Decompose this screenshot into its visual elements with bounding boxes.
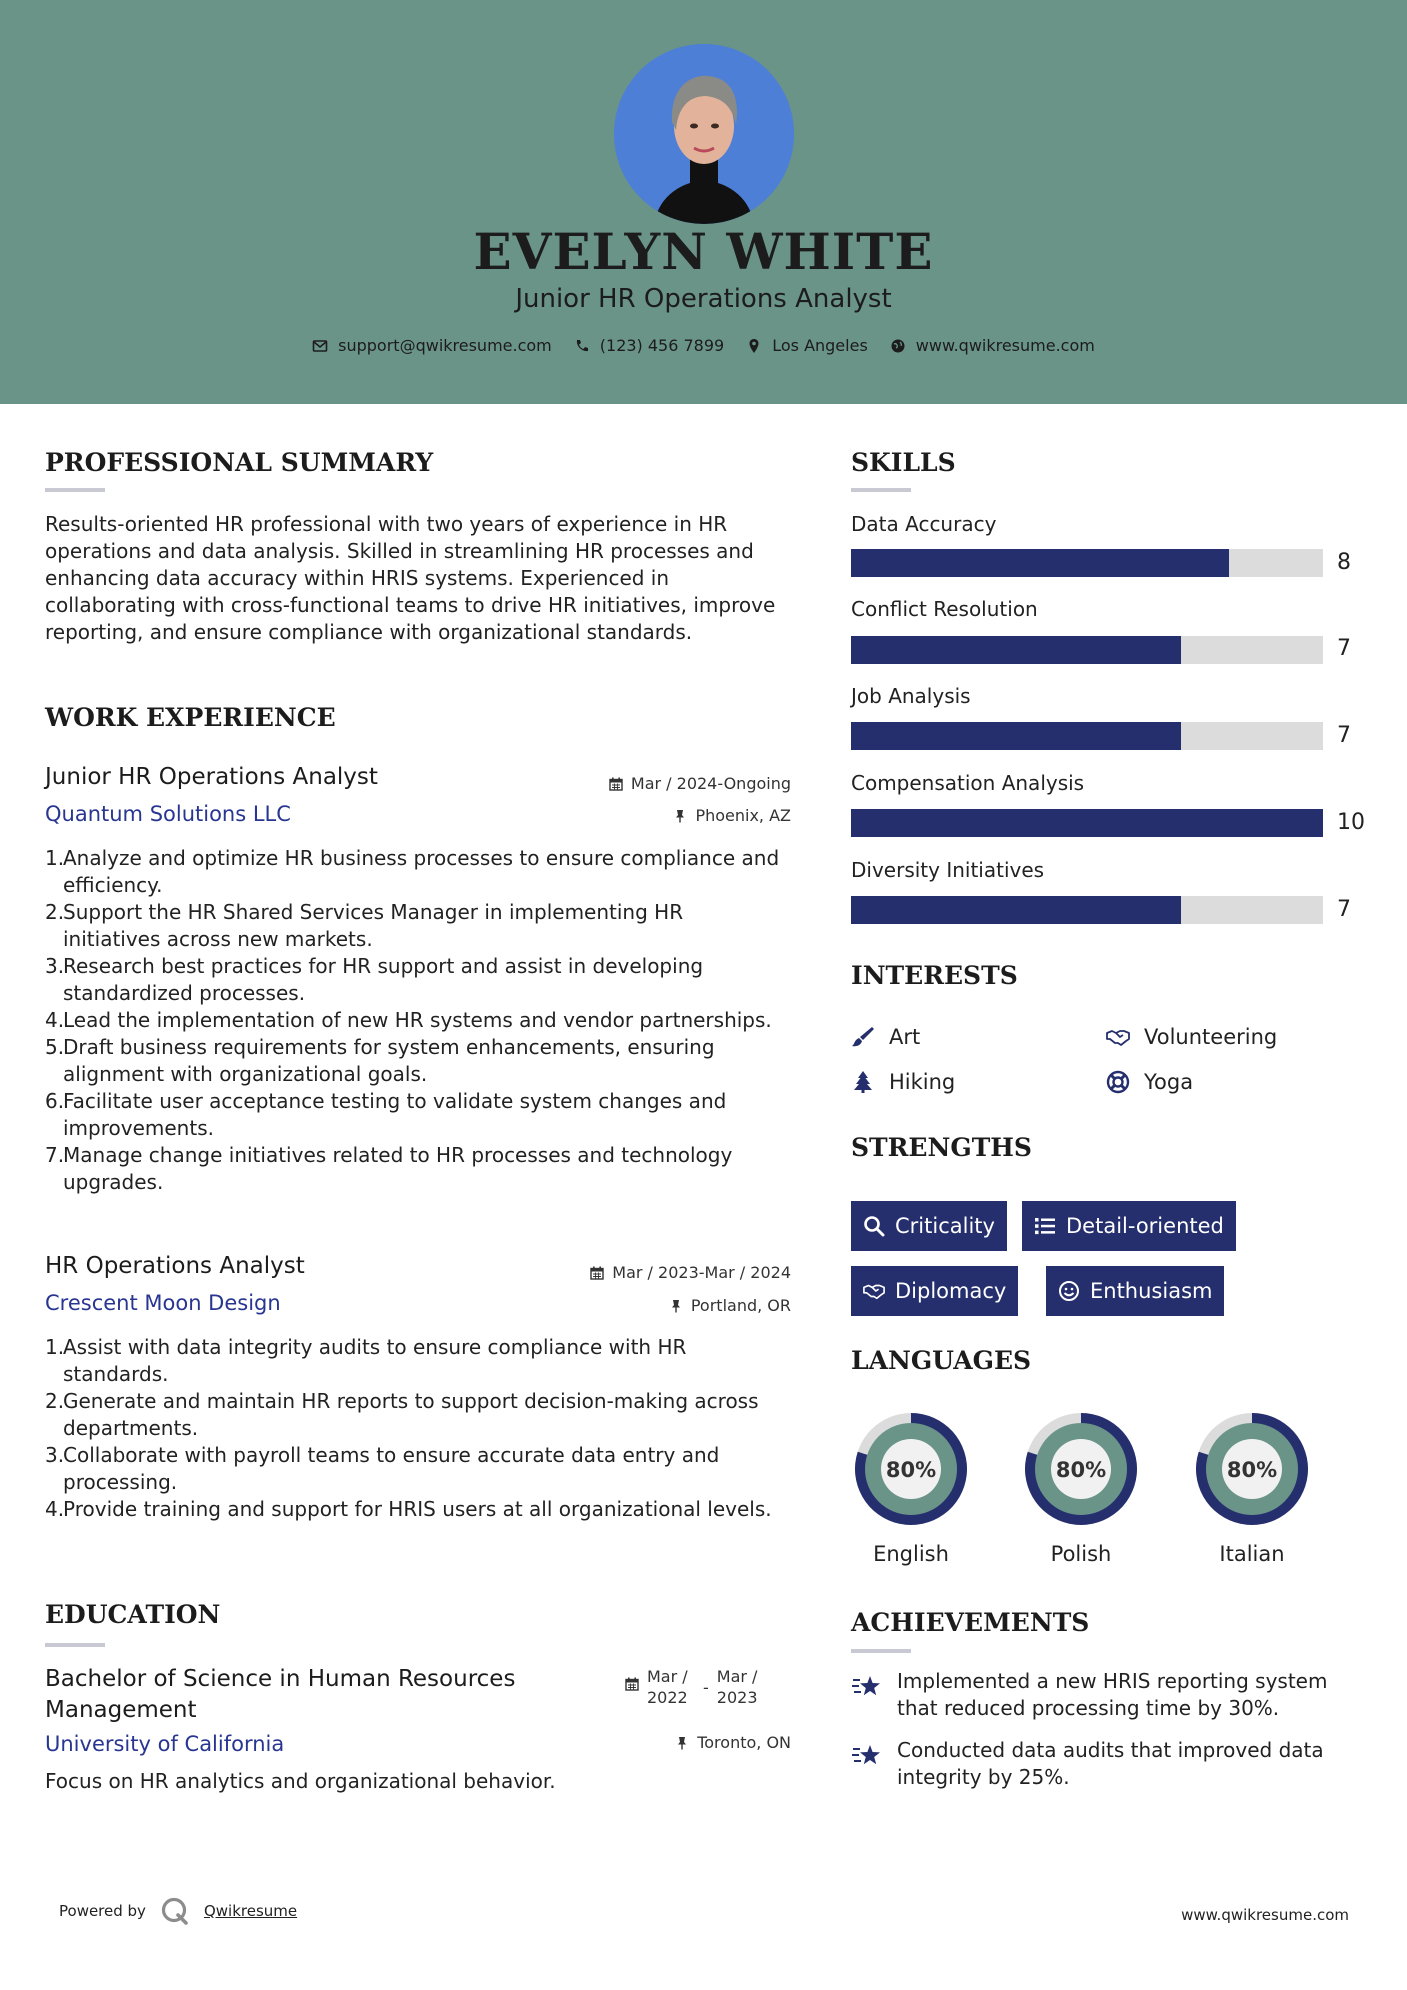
skill-bar-fill	[851, 896, 1181, 924]
phone-text: (123) 456 7899	[599, 336, 725, 355]
skill-label: Compensation Analysis	[851, 771, 1085, 795]
list-item: 6. Facilitate user acceptance testing to validate system changes and improvements.	[45, 1089, 727, 1140]
interest-label: Yoga	[1144, 1070, 1194, 1094]
list-item: 5. Draft business requirements for system enhancements, ensuring alignment with organizational goals.	[45, 1035, 715, 1086]
job-dates	[560, 774, 791, 793]
qwikresume-logo-icon	[160, 1896, 190, 1926]
skill-bar	[851, 722, 1323, 750]
pushpin-icon	[673, 809, 687, 823]
degree-title: Bachelor of Science in Human Resources Management	[45, 1666, 516, 1723]
handshake-icon	[1106, 1025, 1130, 1049]
skill-bar-fill	[851, 636, 1181, 664]
strength-label: Detail-oriented	[1066, 1214, 1224, 1238]
job-duties-list	[45, 1334, 785, 1523]
date-separator: -	[703, 1678, 709, 1697]
footer-powered-by	[59, 1896, 297, 1926]
contact-website[interactable]	[890, 336, 1095, 355]
achievement-text: Conducted data audits that improved data integrity by 25%.	[897, 1738, 1324, 1789]
skill-bar	[851, 636, 1323, 664]
skill-bar	[851, 896, 1323, 924]
list-item: 3. Collaborate with payroll teams to ensure accurate data entry and processing.	[45, 1443, 720, 1494]
education-location-text: Toronto, ON	[697, 1733, 791, 1752]
education-divider	[45, 1643, 105, 1647]
search-icon	[863, 1215, 885, 1237]
languages-heading: LANGUAGES	[851, 1346, 1032, 1375]
job-duties-list	[45, 845, 785, 1196]
strength-label: Criticality	[895, 1214, 995, 1238]
handshake-icon	[863, 1280, 885, 1302]
summary-heading: PROFESSIONAL SUMMARY	[45, 448, 434, 477]
language-name: Italian	[1219, 1542, 1285, 1566]
skill-bar	[851, 549, 1323, 577]
phone-icon	[574, 338, 590, 354]
email-text: support@qwikresume.com	[338, 336, 552, 355]
job-location-text: Phoenix, AZ	[695, 806, 791, 825]
achievement-item	[851, 1737, 1361, 1791]
skill-value: 7	[1337, 723, 1351, 748]
skills-divider	[851, 488, 911, 492]
skill-value: 7	[1337, 897, 1351, 922]
language-name: English	[873, 1542, 949, 1566]
achievements-divider	[851, 1649, 911, 1653]
company-name[interactable]: Crescent Moon Design	[45, 1291, 281, 1315]
avatar	[614, 44, 794, 224]
skill-bar-fill	[851, 722, 1181, 750]
header-banner	[0, 0, 1407, 404]
language-item	[1019, 1407, 1143, 1566]
job-location	[560, 1296, 791, 1315]
language-ring	[1190, 1407, 1314, 1531]
list-item: 1. Assist with data integrity audits to ensure compliance with HR standards.	[45, 1335, 687, 1386]
envelope-icon	[312, 338, 328, 354]
candidate-name: EVELYN WHITE	[473, 222, 934, 281]
achievement-item	[851, 1668, 1361, 1722]
skill-bar-fill	[851, 549, 1229, 577]
skill-bar	[851, 809, 1323, 837]
list-icon	[1034, 1215, 1056, 1237]
pushpin-icon	[675, 1736, 689, 1750]
job-dates-text: Mar / 2023-Mar / 2024	[612, 1263, 791, 1282]
skill-label: Job Analysis	[851, 684, 971, 708]
tree-icon	[851, 1070, 875, 1094]
achievement-text: Implemented a new HRIS reporting system that reduced processing time by 30%.	[897, 1669, 1328, 1720]
map-pin-icon	[746, 338, 762, 354]
smile-icon	[1058, 1280, 1080, 1302]
experience-heading: WORK EXPERIENCE	[45, 703, 336, 732]
job-location	[560, 806, 791, 825]
strength-badge	[851, 1201, 1007, 1251]
calendar-icon	[625, 1677, 639, 1691]
education-start: Mar / 2022	[647, 1667, 688, 1707]
strengths-heading: STRENGTHS	[851, 1133, 1032, 1162]
language-percent-label: 80%	[1055, 1458, 1107, 1482]
strength-badge	[851, 1266, 1018, 1316]
list-item: 4. Lead the implementation of new HR systems and vendor partnerships.	[45, 1008, 772, 1032]
language-ring	[1019, 1407, 1143, 1531]
list-item: 7. Manage change initiatives related to HR processes and technology upgrades.	[45, 1143, 733, 1194]
calendar-icon	[590, 1266, 604, 1280]
job-title: HR Operations Analyst	[45, 1253, 305, 1279]
language-item	[1190, 1407, 1314, 1566]
skill-label: Conflict Resolution	[851, 597, 1038, 621]
strength-label: Diplomacy	[895, 1279, 1007, 1303]
list-item: 4. Provide training and support for HRIS users at all organizational levels.	[45, 1497, 772, 1521]
skill-bar-fill	[851, 809, 1323, 837]
lifering-icon	[1106, 1070, 1130, 1094]
education-dates	[625, 1666, 765, 1708]
summary-divider	[45, 488, 105, 492]
school-name[interactable]: University of California	[45, 1732, 285, 1756]
company-name[interactable]: Quantum Solutions LLC	[45, 802, 291, 826]
contact-phone[interactable]	[574, 336, 724, 355]
education-location	[560, 1733, 791, 1752]
education-note: Focus on HR analytics and organizational behavior.	[45, 1769, 556, 1793]
candidate-title: Junior HR Operations Analyst	[515, 284, 892, 314]
strength-badge	[1022, 1201, 1236, 1251]
list-item: 1. Analyze and optimize HR business processes to ensure compliance and efficiency.	[45, 846, 780, 897]
calendar-icon	[609, 777, 623, 791]
summary-text: Results-oriented HR professional with two years of experience in HR operations and data analysis. Skilled in streamlining HR processes and enhancing data accuracy within HRIS systems. Experienced in collaborating with cross-functional teams to drive HR initiatives, improve reporting, and ensure compliance with organizational standards.	[45, 512, 776, 644]
education-heading: EDUCATION	[45, 1600, 221, 1629]
skills-heading: SKILLS	[851, 448, 956, 477]
interest-item	[851, 1025, 920, 1049]
interest-item	[1106, 1070, 1193, 1094]
language-item	[849, 1407, 973, 1566]
location-text: Los Angeles	[772, 336, 868, 355]
achievements-heading: ACHIEVEMENTS	[851, 1608, 1090, 1637]
interest-label: Hiking	[889, 1070, 956, 1094]
footer-url[interactable]: www.qwikresume.com	[1181, 1906, 1349, 1924]
skill-value: 8	[1337, 550, 1351, 575]
pushpin-icon	[669, 1299, 683, 1313]
job-dates	[540, 1263, 791, 1282]
language-percent-label: 80%	[885, 1458, 937, 1482]
contact-email[interactable]	[312, 336, 552, 355]
star-badge-icon	[851, 1737, 883, 1771]
interest-item	[851, 1070, 955, 1094]
list-item: 2. Generate and maintain HR reports to support decision-making across departments.	[45, 1389, 759, 1440]
skill-value: 10	[1337, 810, 1365, 835]
job-location-text: Portland, OR	[690, 1296, 791, 1315]
language-ring	[849, 1407, 973, 1531]
language-name: Polish	[1050, 1542, 1112, 1566]
list-item: 2. Support the HR Shared Services Manager in implementing HR initiatives across new markets.	[45, 900, 684, 951]
strength-badge	[1046, 1266, 1224, 1316]
contact-bar	[0, 336, 1407, 355]
education-end: Mar / 2023	[716, 1667, 758, 1707]
interests-heading: INTERESTS	[851, 961, 1018, 990]
list-item: 3. Research best practices for HR support and assist in developing standardized processes.	[45, 954, 704, 1005]
contact-location	[746, 336, 868, 355]
language-percent-label: 80%	[1226, 1458, 1278, 1482]
interest-label: Volunteering	[1144, 1025, 1278, 1049]
skill-label: Diversity Initiatives	[851, 858, 1045, 882]
job-title: Junior HR Operations Analyst	[45, 764, 378, 790]
star-badge-icon	[851, 1668, 883, 1702]
interest-label: Art	[889, 1025, 921, 1049]
strength-label: Enthusiasm	[1090, 1279, 1213, 1303]
interest-item	[1106, 1025, 1277, 1049]
globe-icon	[890, 338, 906, 354]
powered-by-label: Powered by	[59, 1902, 146, 1920]
skill-value: 7	[1337, 636, 1351, 661]
paintbrush-icon	[851, 1025, 875, 1049]
brand-link[interactable]: Qwikresume	[203, 1902, 298, 1920]
job-dates-text: Mar / 2024-Ongoing	[630, 774, 791, 793]
website-text: www.qwikresume.com	[915, 336, 1095, 355]
skill-label: Data Accuracy	[851, 512, 997, 536]
